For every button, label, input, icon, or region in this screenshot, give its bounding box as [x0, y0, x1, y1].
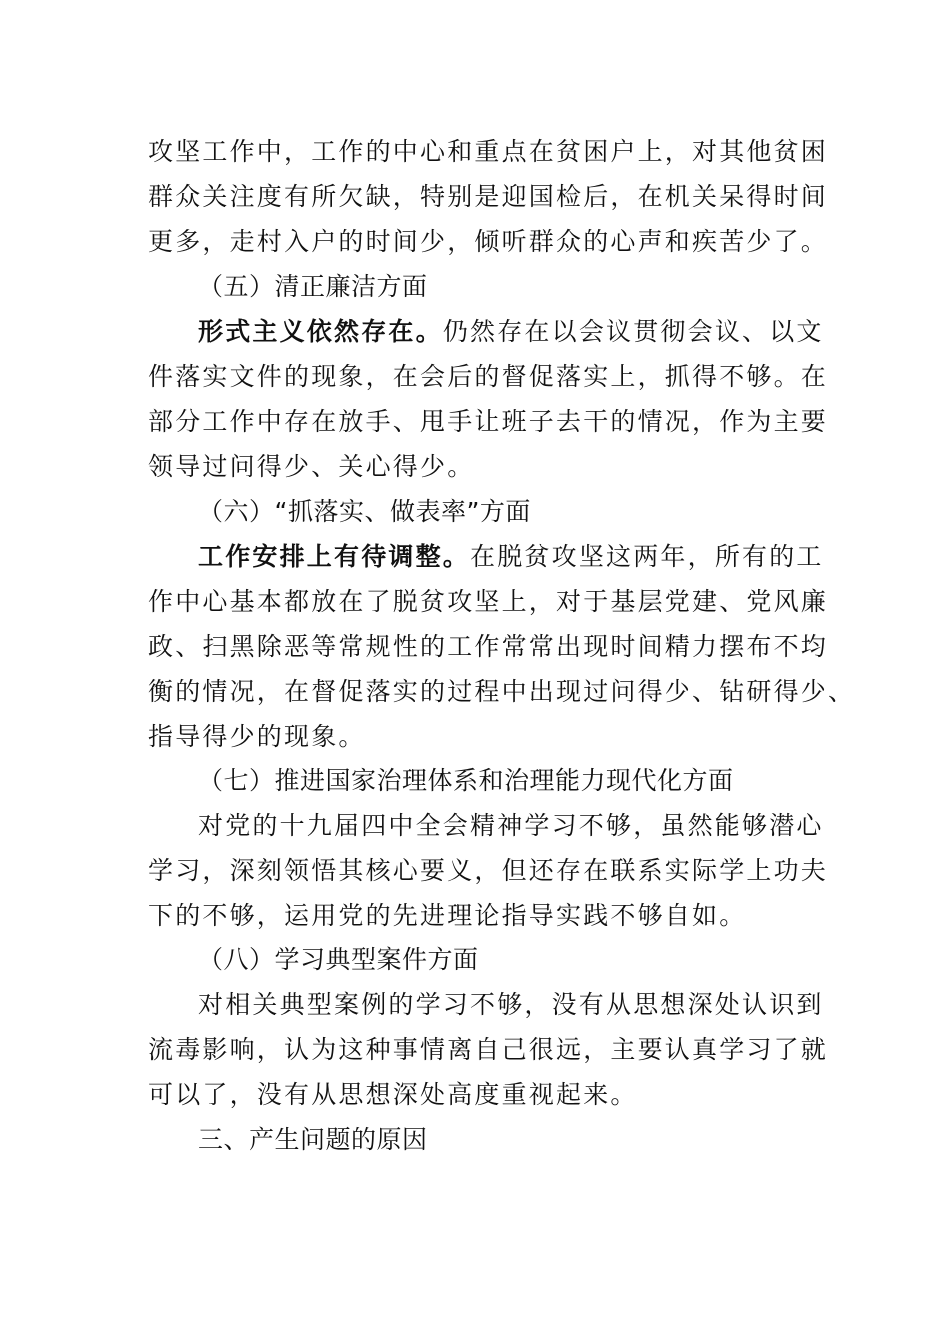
paragraph-text: 在脱贫攻坚这两年，所有的工 — [470, 542, 824, 571]
bold-lead-text: 工作安排上有待调整。 — [198, 542, 471, 571]
paragraph-line — [198, 317, 824, 347]
section-heading-5: （五）清正廉洁方面 — [198, 272, 428, 301]
paragraph-line: 领导过问得少、关心得少。 — [148, 452, 475, 481]
paragraph-line: 件落实文件的现象，在会后的督促落实上，抓得不够。在 — [148, 362, 829, 391]
section-heading-6: （六）“抓落实、做表率”方面 — [198, 497, 531, 526]
section-heading-8: （八）学习典型案件方面 — [198, 945, 479, 974]
paragraph-line: 政、扫黑除恶等常规性的工作常常出现时间精力摆布不均 — [148, 632, 829, 661]
paragraph-line: 对相关典型案例的学习不够，没有从思想深处认识到 — [198, 990, 824, 1019]
section-heading-7: （七）推进国家治理体系和治理能力现代化方面 — [198, 766, 734, 795]
paragraph-line: 下的不够，运用党的先进理论指导实践不够自如。 — [148, 901, 747, 930]
paragraph-line: 对党的十九届四中全会精神学习不够，虽然能够潜心 — [198, 811, 824, 840]
bold-lead-text: 形式主义依然存在。 — [198, 317, 443, 346]
paragraph-line — [198, 542, 824, 572]
paragraph-line: 学习，深刻领悟其核心要义，但还存在联系实际学上功夫 — [148, 856, 829, 885]
paragraph-text: 仍然存在以会议贯彻会议、以文 — [442, 317, 824, 346]
paragraph-line: 作中心基本都放在了脱贫攻坚上，对于基层党建、党风廉 — [148, 587, 829, 616]
paragraph-line: 可以了，没有从思想深处高度重视起来。 — [148, 1080, 638, 1109]
paragraph-line: 衡的情况，在督促落实的过程中出现过问得少、钻研得少、 — [148, 677, 856, 706]
paragraph-line: 流毒影响，认为这种事情离自己很远，主要认真学习了就 — [148, 1035, 829, 1064]
paragraph-line: 指导得少的现象。 — [148, 722, 366, 751]
section-heading-3: 三、产生问题的原因 — [198, 1125, 428, 1154]
paragraph-line: 群众关注度有所欠缺，特别是迎国检后，在机关呆得时间 — [148, 182, 829, 211]
paragraph-line: 攻坚工作中，工作的中心和重点在贫困户上，对其他贫困 — [148, 137, 829, 166]
paragraph-line: 部分工作中存在放手、甩手让班子去干的情况，作为主要 — [148, 407, 829, 436]
paragraph-line: 更多，走村入户的时间少，倾听群众的心声和疾苦少了。 — [148, 227, 829, 256]
